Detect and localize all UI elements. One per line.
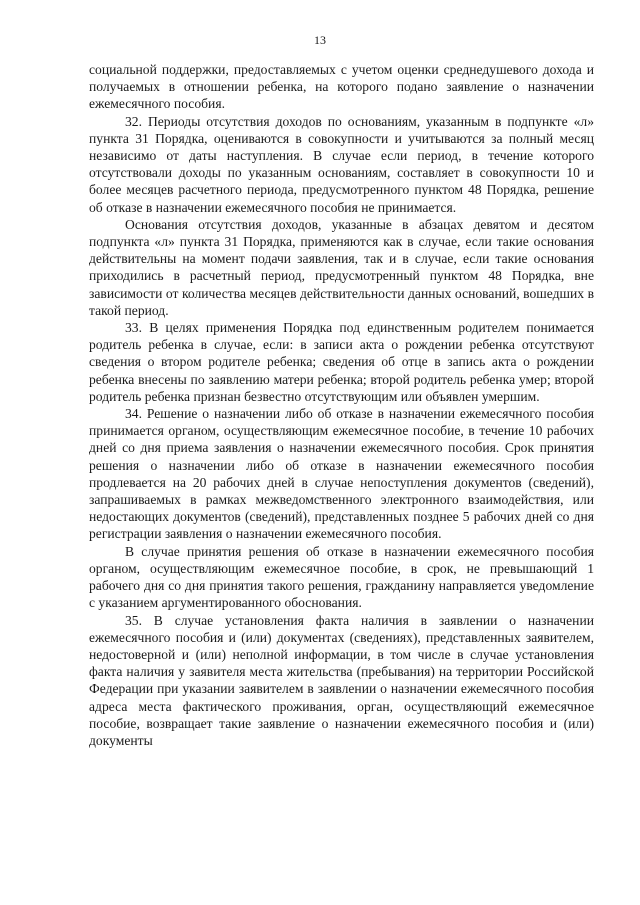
paragraph-continuation: социальной поддержки, предоставляемых с учетом оценки среднедушевого дохода и получаемых в отношении ребенка, на которого подано заявление о назначении ежемесячного пособия. bbox=[89, 62, 594, 112]
paragraph-35: 35. В случае установления факта наличия в заявлении о назначении ежемесячного пособия и (или) документах (сведениях), представленных заявителем, недостоверной и (или) неполной информации, в том числе в случае установления факта наличия у заявителя места жительства (пребывания) на территории Российской Федерации при указании заявителем в заявлении о назначении ежемесячного пособия адреса места фактического проживания, орган, осуществляющий ежемесячное пособие, возвращает такие заявление о назначении ежемесячного пособия и (или) документы bbox=[89, 612, 594, 748]
document-body bbox=[89, 61, 594, 749]
paragraph-32: 32. Периоды отсутствия доходов по основаниям, указанным в подпункте «л» пункта 31 Порядка, оцениваются в совокупности и учитываются за полный месяц независимо от даты наступления. В случае если период, в течение которого отсутствовали доходы по указанным основаниям, составляет в совокупности 10 и более месяцев расчетного периода, предусмотренного пунктом 48 Порядка, решение об отказе в назначении ежемесячного пособия не принимается. bbox=[89, 113, 594, 215]
paragraph-33: 33. В целях применения Порядка под единственным родителем понимается родитель ребенка в случае, если: в записи акта о рождении ребенка отсутствуют сведения о втором родителе ребенка; сведения об отце в запись акта о рождении ребенка внесены по заявлению матери ребенка; второй родитель ребенка умер; второй родитель ребенка признан безвестно отсутствующим или объявлен умершим. bbox=[89, 320, 594, 404]
paragraph-32-bases: Основания отсутствия доходов, указанные в абзацах девятом и десятом подпункта «л» пункта 31 Порядка, применяются как в случае, если такие основания действительны на момент подачи заявления, так и в случае, если такие основания приходились в расчетный период, предусмотренный пунктом 48 Порядка, вне зависимости от количества месяцев действительности данных оснований, вошедших в такой период. bbox=[89, 216, 594, 318]
paragraph-34: 34. Решение о назначении либо об отказе в назначении ежемесячного пособия принимается органом, осуществляющим ежемесячное пособие, в течение 10 рабочих дней со дня приема заявления о назначении ежемесячного пособия. Срок принятия решения о назначении либо об отказе в назначении ежемесячного пособия продлевается на 20 рабочих дней в случае непоступления документов (сведений), запрашиваемых в рамках межведомственного электронного взаимодействия, или недостающих документов (сведений), представленных позднее 5 рабочих дней со дня регистрации заявления о назначении ежемесячного пособия. bbox=[89, 406, 594, 542]
page-number: 13 bbox=[314, 33, 326, 47]
paragraph-34-refusal: В случае принятия решения об отказе в назначении ежемесячного пособия органом, осуществляющим ежемесячное пособие, в срок, не превышающий 1 рабочего дня со дня принятия такого решения, гражданину направляется уведомление с указанием аргументированного обоснования. bbox=[89, 543, 594, 611]
